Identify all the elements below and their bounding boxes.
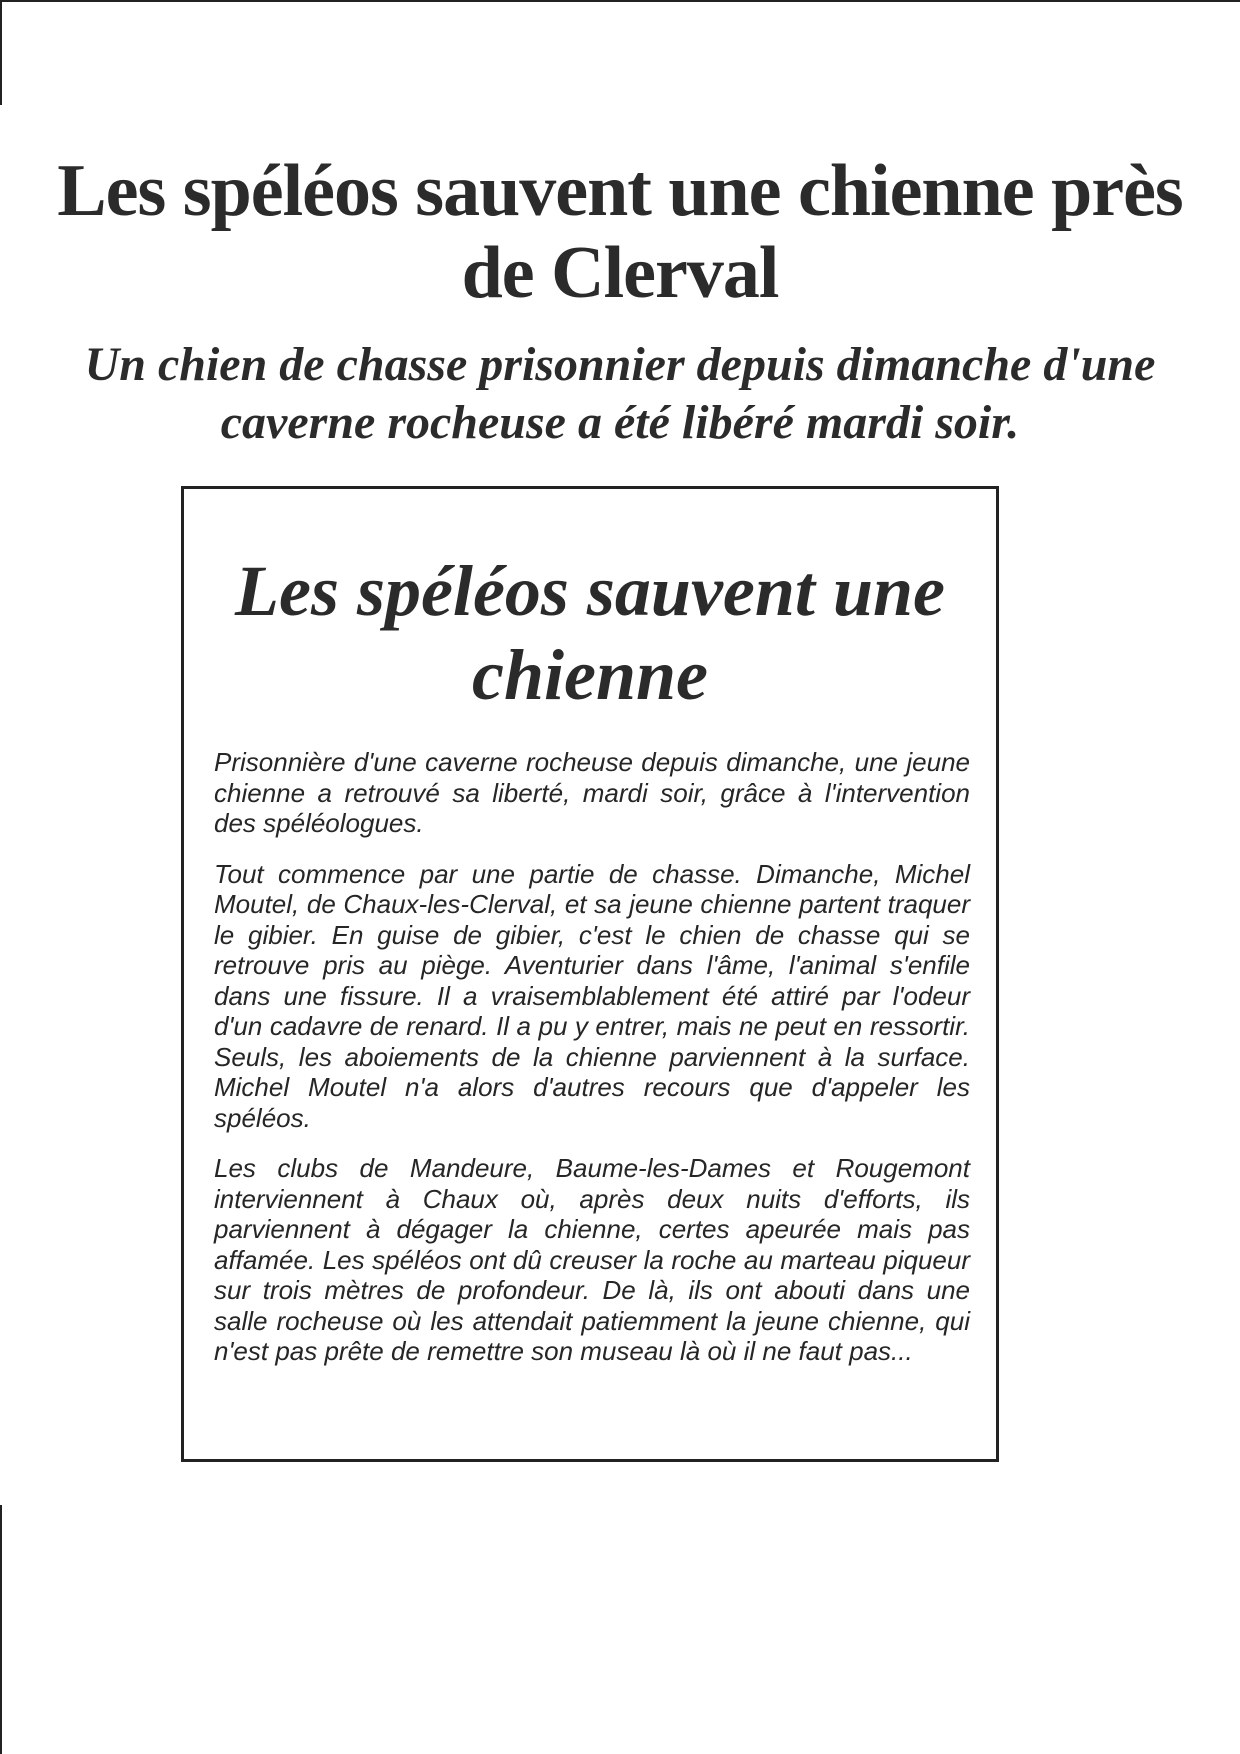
box-paragraph-1: Prisonnière d'une caverne rocheuse depuis dimanche, une jeune chienne a retrouvé sa liberté, mardi soir, grâce à l'intervention des spéléologues. xyxy=(214,747,970,838)
boxed-article xyxy=(181,486,999,1462)
box-paragraph-2: Tout commence par une partie de chasse. Dimanche, Michel Moutel, de Chaux-les-Clerval, et sa jeune chienne partent traquer le gibier. En guise de gibier, c'est le chien de chasse qui se retrouve pris au piège. Aventurier dans l'âme, l'animal s'enfile dans une fissure. Il a vraisemblablement été attiré par l'odeur d'un cadavre de renard. Il a pu y entrer, mais ne peut en ressortir. Seuls, les aboiements de la chienne parviennent à la surface. Michel Moutel n'a alors d'autres recours que d'appeler les spéléos. xyxy=(214,858,970,1133)
scan-border-top xyxy=(0,0,1240,2)
scan-border-left-bottom xyxy=(0,1505,2,1754)
article-headline: Les spéléos sauvent une chienne près de Clerval xyxy=(57,150,1183,314)
box-paragraph-3: Les clubs de Mandeure, Baume-les-Dames et Rougemont interviennent à Chaux où, après deux nuits d'efforts, ils parviennent à dégager la chienne, certes apeurée mais pas affamée. Les spéléos ont dû creuser la roche au marteau piqueur sur trois mètres de profondeur. De là, ils ont abouti dans une salle rocheuse où les attendait patiemment la jeune chienne, qui n'est pas prête de remettre son museau là où il ne faut pas... xyxy=(214,1153,970,1366)
scan-border-left-top xyxy=(0,0,2,105)
box-title: Les spéléos sauvent une chienne xyxy=(235,551,945,715)
box-body xyxy=(214,747,970,1387)
article-subheadline: Un chien de chasse prisonnier depuis dimanche d'une caverne rocheuse a été libéré mardi soir. xyxy=(84,338,1156,449)
